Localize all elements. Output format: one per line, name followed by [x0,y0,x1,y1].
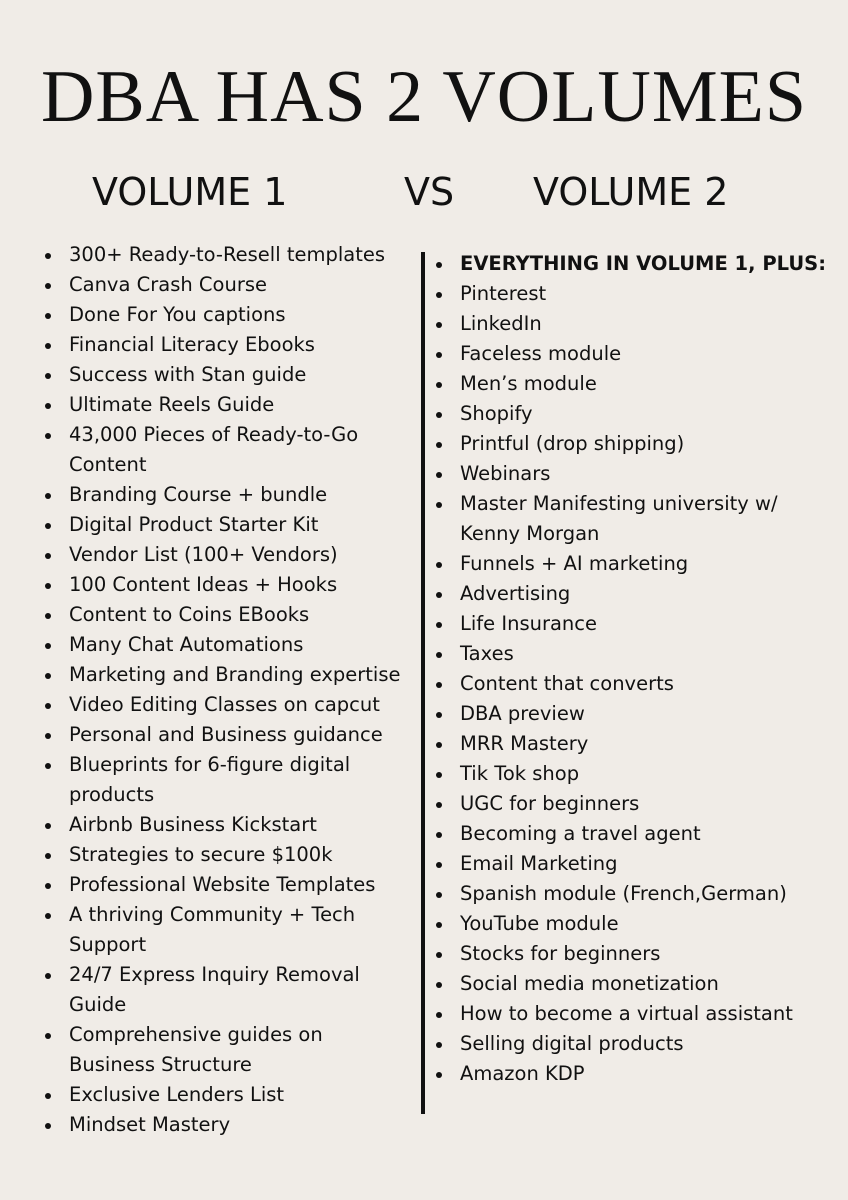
volume-2-item: Webinars [434,459,829,489]
volume-2-item: Tik Tok shop [434,759,829,789]
volume-2-intro-item: EVERYTHING IN VOLUME 1, PLUS: [434,249,829,279]
volume-1-item: Digital Product Starter Kit [43,510,408,540]
volume-1-item: Financial Literacy Ebooks [43,330,408,360]
volume-1-item: Video Editing Classes on capcut [43,690,408,720]
volume-2-item: Content that converts [434,669,829,699]
volume-2-item: Spanish module (French,German) [434,879,829,909]
volume-1-item: Exclusive Lenders List [43,1080,408,1110]
page-title: DBA HAS 2 VOLUMES [40,56,808,138]
volume-2-item: Faceless module [434,339,829,369]
volume-2-item: LinkedIn [434,309,829,339]
volume-2-item: Life Insurance [434,609,829,639]
volume-2-item: Social media monetization [434,969,829,999]
volume-1-item: Ultimate Reels Guide [43,390,408,420]
volume-1-item: Branding Course + bundle [43,480,408,510]
volume-1-item: Strategies to secure $100k [43,840,408,870]
volume-2-item: Advertising [434,579,829,609]
volume-2-item: YouTube module [434,909,829,939]
volume-1-item: Marketing and Branding expertise [43,660,408,690]
volume-2-item: Taxes [434,639,829,669]
volume-2-item: Stocks for beginners [434,939,829,969]
volume-1-item: Airbnb Business Kickstart [43,810,408,840]
volume-2-item: Funnels + AI marketing [434,549,829,579]
volume-2-item: Master Manifesting university w/ Kenny Morgan [434,489,829,549]
volume-1-item: 100 Content Ideas + Hooks [43,570,408,600]
volume-2-item: Men’s module [434,369,829,399]
volume-2-item: MRR Mastery [434,729,829,759]
volume-1-item: Vendor List (100+ Vendors) [43,540,408,570]
volume-1-item: Many Chat Automations [43,630,408,660]
volume-1-item: 43,000 Pieces of Ready-to-Go Content [43,420,408,480]
volume-2-item: Becoming a travel agent [434,819,829,849]
volume-2-item: Shopify [434,399,829,429]
volume-2-item: How to become a virtual assistant [434,999,829,1029]
volume-1-item: Blueprints for 6-figure digital products [43,750,408,810]
volume-2-item: Amazon KDP [434,1059,829,1089]
volume-2-item: DBA preview [434,699,829,729]
volume-2-item: Printful (drop shipping) [434,429,829,459]
volume-2-item: UGC for beginners [434,789,829,819]
volume-1-list [43,240,408,1140]
volume-1-item: Mindset Mastery [43,1110,408,1140]
volume-2-item: Email Marketing [434,849,829,879]
volume-1-item: Personal and Business guidance [43,720,408,750]
versus-label: VS [404,170,455,214]
volume-1-item: Canva Crash Course [43,270,408,300]
volume-2-item: Selling digital products [434,1029,829,1059]
volume-1-item: Comprehensive guides on Business Structure [43,1020,408,1080]
volume-1-item: 300+ Ready-to-Resell templates [43,240,408,270]
volume-2-list [434,249,829,1089]
volume-1-item: Professional Website Templates [43,870,408,900]
volume-1-item: Content to Coins EBooks [43,600,408,630]
volume-1-item: Success with Stan guide [43,360,408,390]
volume-1-heading: VOLUME 1 [92,170,288,214]
volume-1-item: Done For You captions [43,300,408,330]
volume-2-item: Pinterest [434,279,829,309]
column-divider [421,252,425,1114]
volume-2-heading: VOLUME 2 [533,170,729,214]
volume-1-item: 24/7 Express Inquiry Removal Guide [43,960,408,1020]
volume-1-item: A thriving Community + Tech Support [43,900,408,960]
